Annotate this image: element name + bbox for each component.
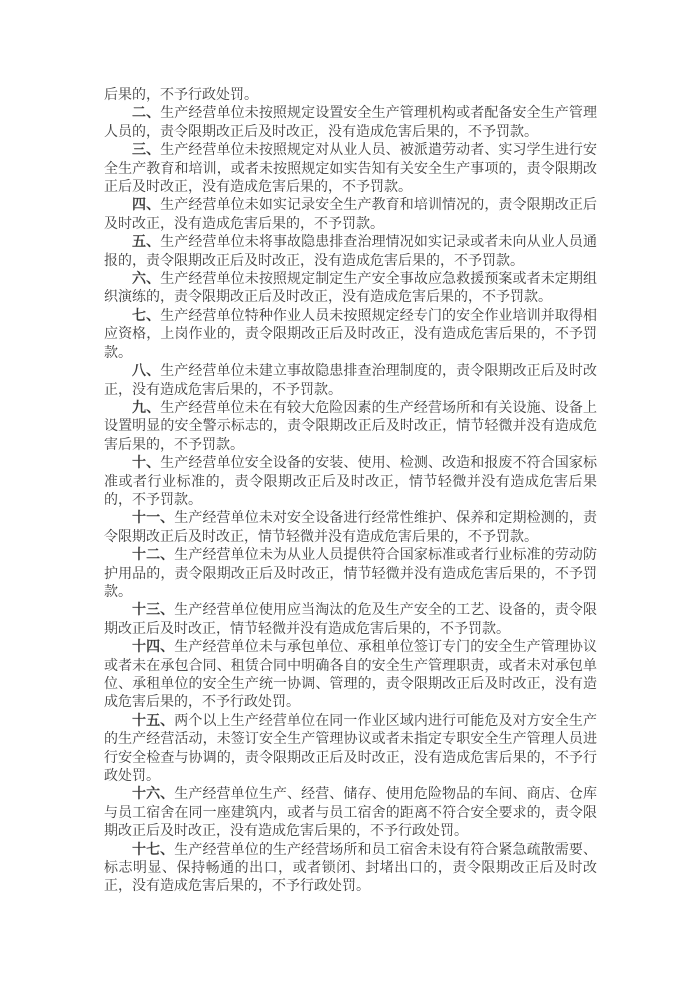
clause-paragraph [104, 142, 597, 197]
clause-text: 生产经营单位使用应当淘汰的危及生产安全的工艺、设备的，责令限期改正后及时改正，情节轻微并没有造成危害后果的，不予罚款。 [104, 603, 597, 637]
clause-number: 五、 [132, 235, 161, 251]
clause-number: 二、 [132, 106, 161, 122]
clause-text: 生产经营单位未与承包单位、承租单位签订专门的安全生产管理协议或者未在承包合同、租赁合同中明确各自的安全生产管理职责，或者未对承包单位、承租单位的安全生产统一协调、管理的，责令限期改正后及时改正，没有造成危害后果的，不予行政处罚。 [104, 640, 597, 711]
clause-number: 十三、 [132, 603, 175, 619]
clause-text: 生产经营单位未按照规定制定生产安全事故应急救援预案或者未定期组织演练的，责令限期改正后及时改正，没有造成危害后果的，不予罚款。 [104, 272, 597, 306]
clause-paragraph [104, 363, 597, 400]
clause-paragraph [104, 510, 597, 547]
clause-number: 十四、 [132, 640, 175, 656]
clause-number: 十二、 [132, 548, 175, 564]
clause-paragraph [104, 713, 597, 787]
clause-text: 生产经营单位未如实记录安全生产教育和培训情况的，责令限期改正后及时改正，没有造成危害后果的，不予罚款。 [104, 198, 597, 232]
clause-text: 生产经营单位未按照规定设置安全生产管理机构或者配备安全生产管理人员的，责令限期改正后及时改正，没有造成危害后果的，不予罚款。 [104, 106, 597, 140]
clause-text: 生产经营单位未对安全设备进行经常性维护、保养和定期检测的，责令限期改正后及时改正，情节轻微并没有造成危害后果的，不予罚款。 [104, 511, 597, 545]
clause-text: 生产经营单位未建立事故隐患排查治理制度的，责令限期改正后及时改正，没有造成危害后果的，不予罚款。 [104, 364, 597, 398]
clause-paragraph [104, 842, 597, 897]
clause-paragraph [104, 400, 597, 455]
clause-number: 十五、 [132, 713, 175, 729]
clause-paragraph [104, 197, 597, 234]
clause-number: 七、 [132, 308, 161, 324]
clause-number: 八、 [132, 364, 161, 380]
clause-number: 十一、 [132, 511, 175, 527]
document-body [104, 87, 597, 897]
clause-paragraph [104, 639, 597, 713]
clause-paragraph [104, 602, 597, 639]
clause-number: 四、 [132, 198, 161, 214]
clause-text: 生产经营单位特种作业人员未按照规定经专门的安全作业培训并取得相应资格，上岗作业的，责令限期改正后及时改正，没有造成危害后果的，不予罚款。 [104, 308, 597, 361]
clause-paragraph [104, 786, 597, 841]
clause-text: 生产经营单位的生产经营场所和员工宿舍未设有符合紧急疏散需要、标志明显、保持畅通的出口，或者锁闭、封堵出口的，责令限期改正后及时改正，没有造成危害后果的，不予行政处罚。 [104, 842, 597, 895]
clause-text: 生产经营单位未按照规定对从业人员、被派遣劳动者、实习学生进行安全生产教育和培训，或者未按照规定如实告知有关安全生产事项的，责令限期改正后及时改正，没有造成危害后果的，不予罚款。 [104, 143, 597, 196]
clause-number: 十、 [132, 456, 161, 472]
paragraph-text: 后果的，不予行政处罚。 [104, 88, 258, 103]
clause-text: 生产经营单位安全设备的安装、使用、检测、改造和报废不符合国家标准或者行业标准的，责令限期改正后及时改正，情节轻微并没有造成危害后果的，不予罚款。 [104, 456, 597, 508]
clause-text: 两个以上生产经营单位在同一作业区域内进行可能危及对方安全生产的生产经营活动，未签订安全生产管理协议或者未指定专职安全生产管理人员进行安全检查与协调的，责令限期改正后及时改正，没有造成危害后果的，不予行政处罚。 [104, 713, 597, 785]
clause-paragraph [104, 547, 597, 602]
clause-text: 生产经营单位未将事故隐患排查治理情况如实记录或者未向从业人员通报的，责令限期改正后及时改正，没有造成危害后果的，不予罚款。 [104, 235, 597, 269]
clause-text: 生产经营单位未为从业人员提供符合国家标准或者行业标准的劳动防护用品的，责令限期改正后及时改正，情节轻微并没有造成危害后果的，不予罚款。 [104, 548, 597, 600]
clause-number: 六、 [132, 272, 161, 288]
clause-paragraph [104, 105, 597, 142]
clause-paragraph [104, 455, 597, 510]
clause-paragraph [104, 234, 597, 271]
clause-number: 三、 [132, 143, 161, 159]
clause-number: 九、 [132, 400, 161, 416]
clause-number: 十七、 [132, 842, 175, 858]
clause-number: 十六、 [132, 787, 175, 803]
clause-paragraph [104, 308, 597, 363]
clause-text: 生产经营单位生产、经营、储存、使用危险物品的车间、商店、仓库与员工宿舍在同一座建筑内，或者与员工宿舍的距离不符合安全要求的，责令限期改正后及时改正，没有造成危害后果的，不予行政处罚。 [104, 787, 597, 840]
clause-text: 生产经营单位未在有较大危险因素的生产经营场所和有关设施、设备上设置明显的安全警示标志的，责令限期改正后及时改正，情节轻微并没有造成危害后果的，不予罚款。 [104, 400, 597, 453]
paragraph-continuation [104, 87, 597, 105]
clause-paragraph [104, 271, 597, 308]
